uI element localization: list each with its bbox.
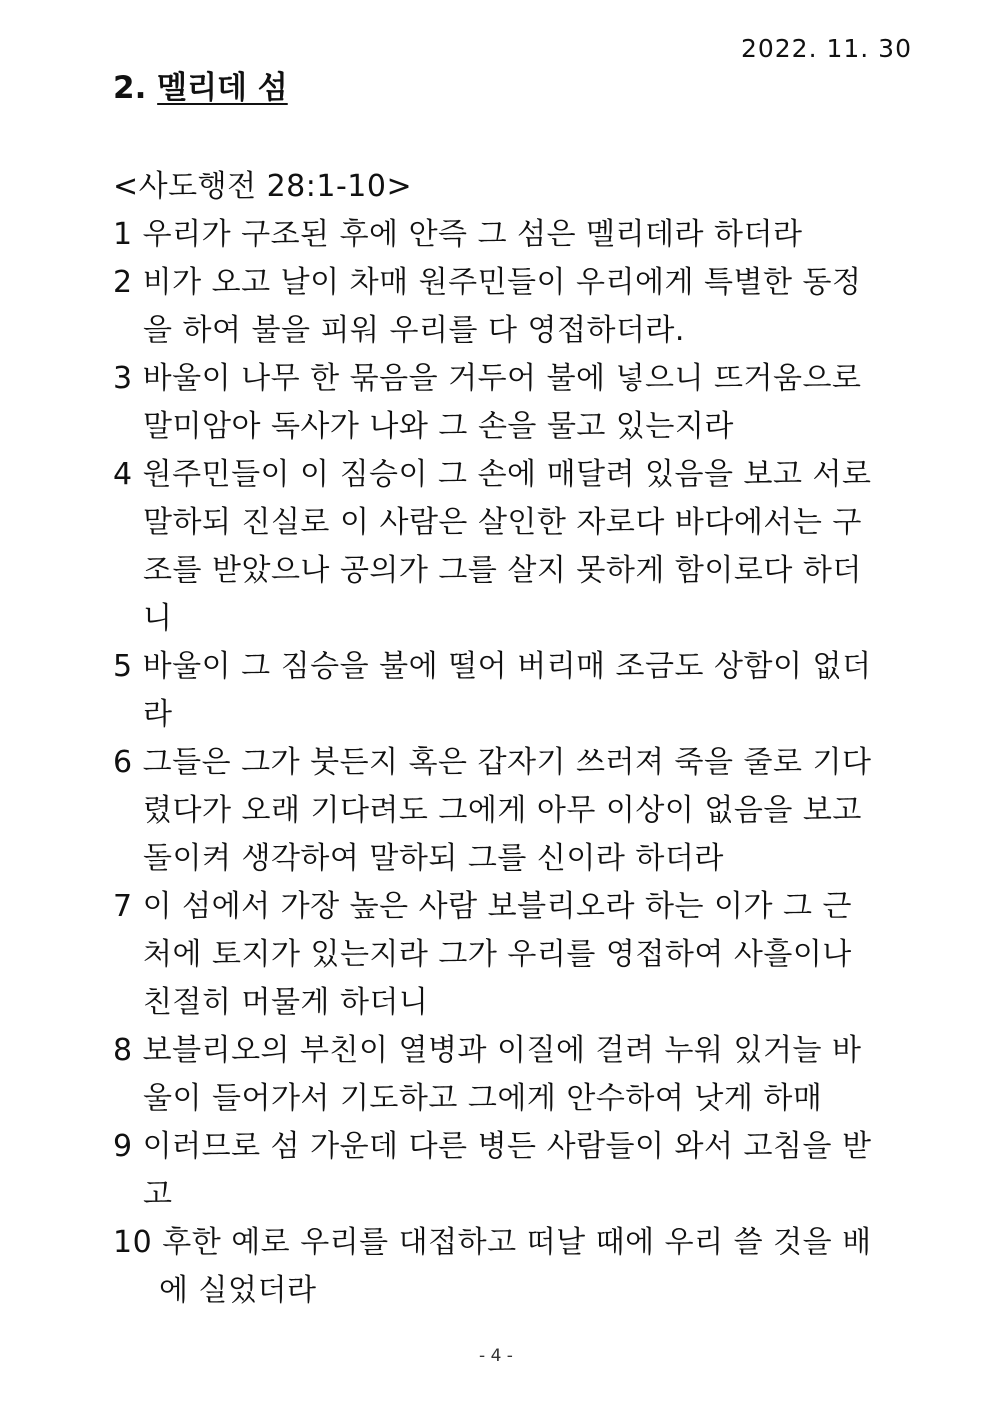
verse-line: 라 xyxy=(143,697,173,732)
page-number: - 4 - xyxy=(479,1346,513,1366)
verse-line: 말하되 진실로 이 사람은 살인한 자로다 바다에서는 구 xyxy=(143,505,862,540)
verse-line: 10 후한 예로 우리를 대접하고 떠날 때에 우리 쓸 것을 배 xyxy=(113,1225,872,1260)
verse-line: 6 그들은 그가 붓든지 혹은 갑자기 쓰러져 죽을 줄로 기다 xyxy=(113,745,872,780)
verse-8 xyxy=(113,1027,913,1123)
section-name: 멜리데 섬 xyxy=(157,70,288,106)
verse-2 xyxy=(113,259,913,355)
verse-line: 9 이러므로 섬 가운데 다른 병든 사람들이 와서 고침을 받 xyxy=(113,1129,872,1164)
verse-line: 조를 받았으나 공의가 그를 살지 못하게 함이로다 하더 xyxy=(143,553,862,588)
verse-7 xyxy=(113,883,913,1027)
verse-line: 울이 들어가서 기도하고 그에게 안수하여 낫게 하매 xyxy=(143,1081,823,1116)
verse-9 xyxy=(113,1123,913,1219)
verse-line: 3 바울이 나무 한 묶음을 거두어 불에 넣으니 뜨거움으로 xyxy=(113,361,862,396)
verse-line: 돌이켜 생각하여 말하되 그를 신이라 하더라 xyxy=(143,841,724,876)
verse-5 xyxy=(113,643,913,739)
verse-line: 4 원주민들이 이 짐승이 그 손에 매달려 있음을 보고 서로 xyxy=(113,457,872,492)
verse-line: 5 바울이 그 짐승을 불에 떨어 버리매 조금도 상함이 없더 xyxy=(113,649,872,684)
verse-6 xyxy=(113,739,913,883)
verse-line: 고 xyxy=(143,1177,173,1212)
verse-1 xyxy=(113,211,913,259)
verse-line: 7 이 섬에서 가장 높은 사람 보블리오라 하는 이가 그 근 xyxy=(113,889,853,924)
verse-line: 친절히 머물게 하더니 xyxy=(143,985,429,1020)
verse-line: 에 실었더라 xyxy=(159,1273,317,1308)
verse-line: 1 우리가 구조된 후에 안즉 그 섬은 멜리데라 하더라 xyxy=(113,217,803,252)
verse-line: 말미암아 독사가 나와 그 손을 물고 있는지라 xyxy=(143,409,734,444)
section-number: 2. xyxy=(113,70,147,106)
section-title xyxy=(113,68,288,108)
verse-3 xyxy=(113,355,913,451)
verse-list xyxy=(113,211,913,1315)
document-date: 2022. 11. 30 xyxy=(740,34,912,63)
verse-line: 8 보블리오의 부친이 열병과 이질에 걸려 누워 있거늘 바 xyxy=(113,1033,862,1068)
verse-line: 렸다가 오래 기다려도 그에게 아무 이상이 없음을 보고 xyxy=(143,793,862,828)
verse-10 xyxy=(113,1219,913,1315)
verse-line: 처에 토지가 있는지라 그가 우리를 영접하여 사흘이나 xyxy=(143,937,852,972)
verse-4 xyxy=(113,451,913,643)
verse-line: 2 비가 오고 날이 차매 원주민들이 우리에게 특별한 동정 xyxy=(113,265,862,300)
verse-line: 니 xyxy=(143,601,173,636)
scripture-reference: <사도행전 28:1-10> xyxy=(113,169,413,204)
verse-line: 을 하여 불을 피워 우리를 다 영접하더라. xyxy=(143,313,685,348)
